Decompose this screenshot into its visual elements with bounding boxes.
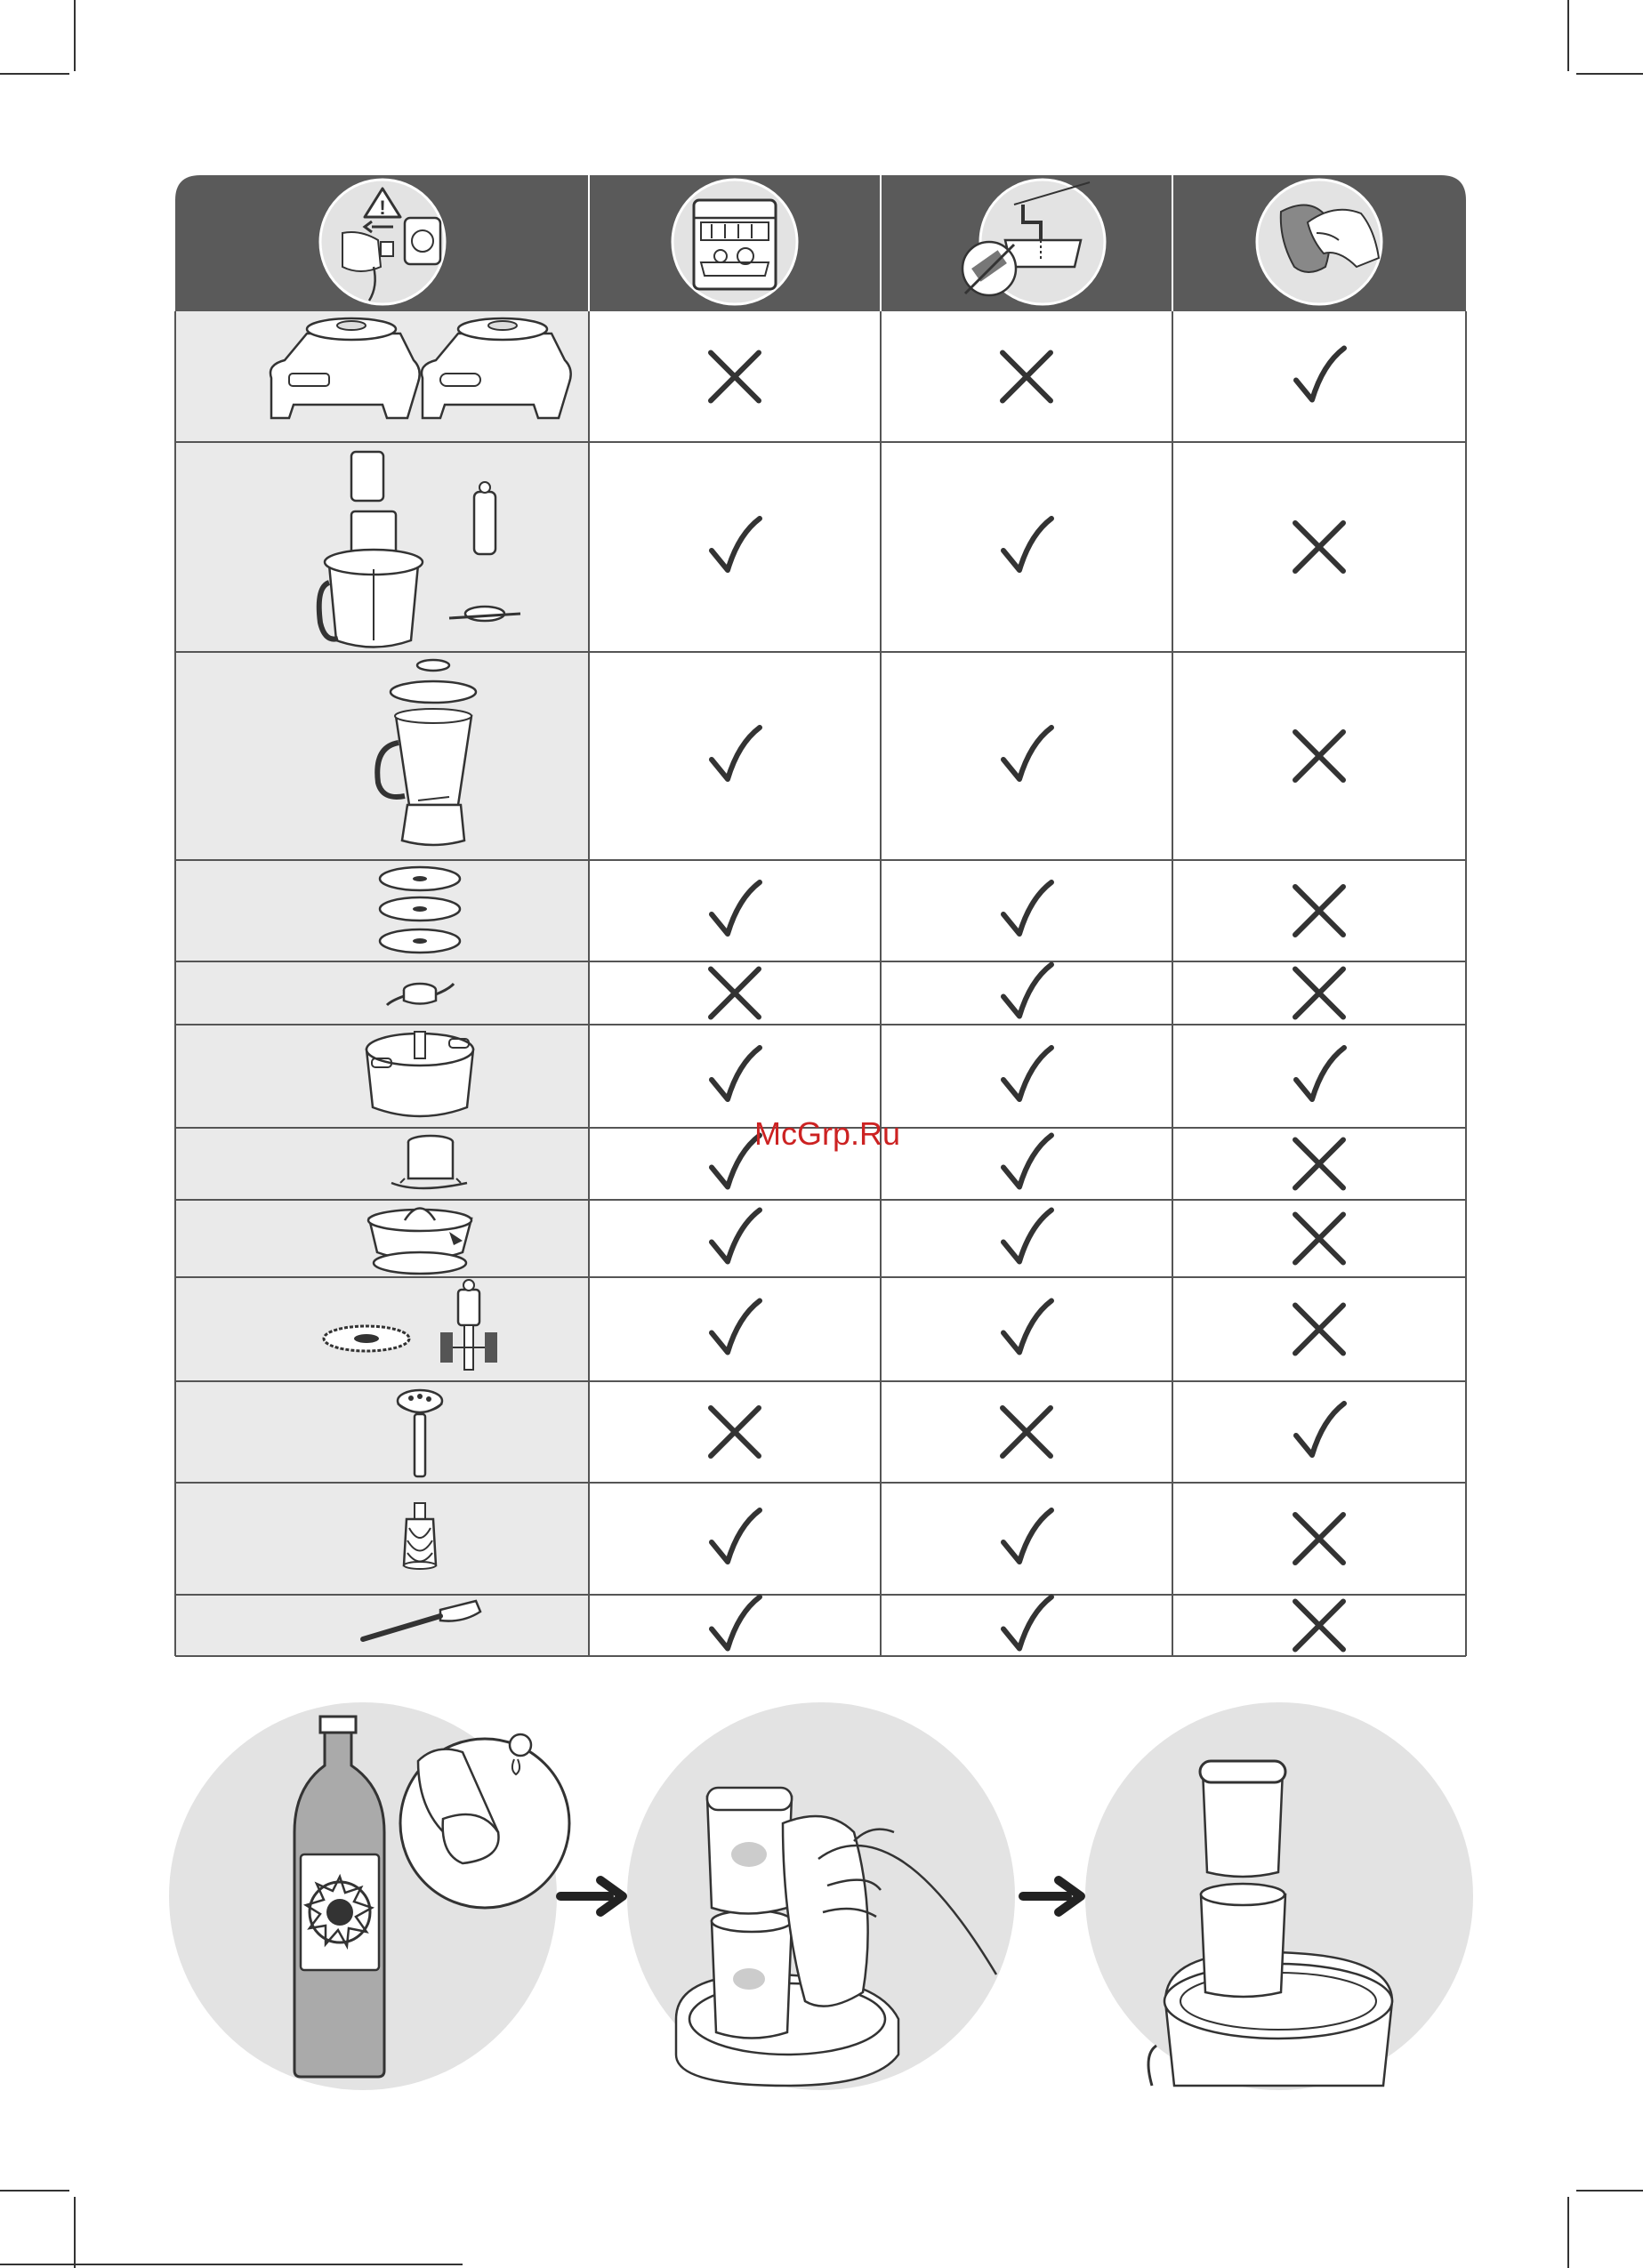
check-icon: [712, 882, 760, 934]
row-label-cell: [175, 961, 589, 1025]
check-icon: [712, 1597, 760, 1649]
reassembled-step: [1085, 1702, 1473, 2090]
check-icon: [712, 1048, 760, 1099]
check-icon: [1296, 1048, 1344, 1099]
check-icon: [712, 1301, 760, 1353]
check-icon: [712, 519, 760, 570]
check-icon: [1003, 1301, 1051, 1353]
hand-wipe-cloth-icon: [1257, 180, 1381, 304]
cross-icon: [1295, 1140, 1343, 1188]
check-icon: [1003, 1597, 1051, 1649]
check-icon: [1003, 1210, 1051, 1262]
check-icon: [1003, 1510, 1051, 1562]
check-icon: [1003, 1136, 1051, 1187]
cross-icon: [1295, 1515, 1343, 1563]
cross-icon: [1295, 1215, 1343, 1263]
check-icon: [712, 1136, 760, 1187]
cross-icon: [1295, 969, 1343, 1017]
cross-icon: [1295, 1306, 1343, 1354]
cross-icon: [1295, 1602, 1343, 1650]
unplug-warning-icon: [320, 180, 445, 304]
check-icon: [1296, 349, 1344, 400]
check-icon: [1003, 965, 1051, 1017]
check-icon: [712, 1510, 760, 1562]
cross-icon: [1295, 887, 1343, 935]
row-label-cell: [175, 1381, 589, 1483]
cross-icon: [711, 353, 759, 401]
storage-basket: [366, 1032, 473, 1116]
check-icon: [712, 1210, 760, 1262]
cross-icon: [1295, 523, 1343, 571]
step-illustrations: [169, 1702, 1473, 2090]
arrow-icon: [560, 1880, 623, 1912]
check-icon: [1003, 882, 1051, 934]
cross-icon: [711, 1408, 759, 1456]
watermark: McGrp.Ru: [753, 1115, 901, 1152]
check-icon: [1296, 1403, 1344, 1455]
arrow-icon: [1023, 1880, 1081, 1912]
cleaning-marks: [711, 349, 1344, 1650]
row-label-cell: [175, 1483, 589, 1595]
slicing-grating-discs: [380, 867, 460, 953]
svg-text:!: !: [379, 197, 386, 219]
dishwasher-icon: [673, 180, 797, 304]
oil-bottle-step: [169, 1702, 569, 2090]
cross-icon: [1003, 1408, 1051, 1456]
row-label-cell: [175, 1595, 589, 1656]
check-icon: [1003, 519, 1051, 570]
wipe-with-cloth-step: [627, 1702, 1015, 2090]
row-label-cell: [175, 1128, 589, 1200]
citrus-press: [368, 1209, 471, 1275]
check-icon: [712, 728, 760, 779]
cross-icon: [711, 969, 759, 1017]
cross-icon: [1295, 732, 1343, 780]
check-icon: [1003, 1048, 1051, 1099]
check-icon: [1003, 728, 1051, 779]
cross-icon: [1003, 353, 1051, 401]
